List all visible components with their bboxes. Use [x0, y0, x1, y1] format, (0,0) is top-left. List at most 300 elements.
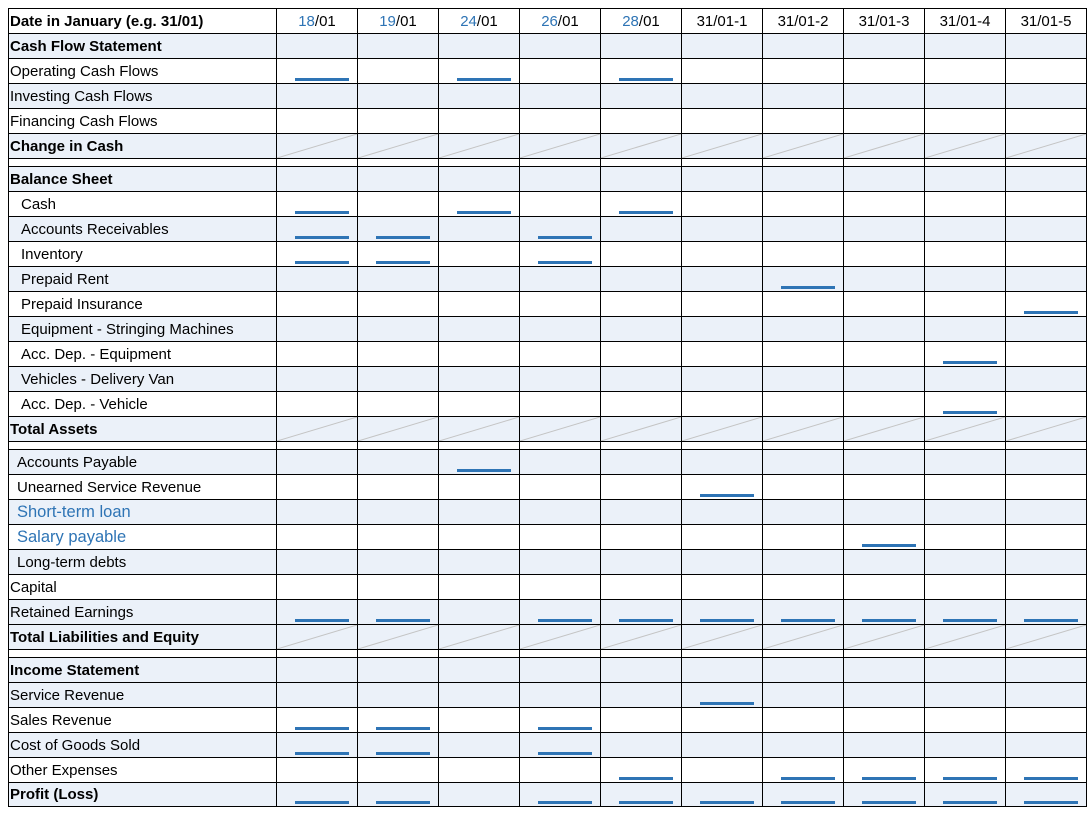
entry-cell[interactable]: [439, 600, 520, 625]
entry-cell[interactable]: [520, 342, 601, 367]
entry-cell[interactable]: [601, 475, 682, 500]
entry-cell[interactable]: [601, 500, 682, 525]
entry-cell[interactable]: [763, 475, 844, 500]
entry-cell[interactable]: [439, 242, 520, 267]
entry-cell[interactable]: [844, 525, 925, 550]
entry-cell[interactable]: [358, 683, 439, 708]
entry-cell[interactable]: [844, 650, 925, 658]
entry-cell[interactable]: [925, 242, 1006, 267]
entry-cell[interactable]: [277, 167, 358, 192]
entry-cell[interactable]: [682, 683, 763, 708]
entry-cell[interactable]: [925, 292, 1006, 317]
entry-cell[interactable]: [925, 442, 1006, 450]
entry-cell[interactable]: [763, 84, 844, 109]
entry-cell[interactable]: [844, 392, 925, 417]
entry-cell[interactable]: [1006, 34, 1087, 59]
entry-cell[interactable]: [844, 167, 925, 192]
entry-cell[interactable]: [682, 650, 763, 658]
entry-cell[interactable]: [439, 267, 520, 292]
entry-cell[interactable]: [601, 342, 682, 367]
entry-cell[interactable]: [925, 392, 1006, 417]
entry-cell[interactable]: [763, 575, 844, 600]
entry-cell[interactable]: [601, 758, 682, 783]
entry-cell[interactable]: [1006, 217, 1087, 242]
entry-cell[interactable]: [277, 417, 358, 442]
entry-cell[interactable]: [1006, 392, 1087, 417]
entry-cell[interactable]: [358, 242, 439, 267]
entry-cell[interactable]: [763, 417, 844, 442]
entry-cell[interactable]: [763, 59, 844, 84]
entry-cell[interactable]: [277, 658, 358, 683]
entry-cell[interactable]: [358, 525, 439, 550]
entry-cell[interactable]: [277, 683, 358, 708]
entry-cell[interactable]: [682, 733, 763, 758]
entry-cell[interactable]: [1006, 292, 1087, 317]
entry-cell[interactable]: [925, 525, 1006, 550]
entry-cell[interactable]: [601, 217, 682, 242]
entry-cell[interactable]: [520, 159, 601, 167]
entry-cell[interactable]: [925, 367, 1006, 392]
entry-cell[interactable]: [520, 267, 601, 292]
entry-cell[interactable]: [520, 758, 601, 783]
entry-cell[interactable]: [277, 475, 358, 500]
entry-cell[interactable]: [601, 683, 682, 708]
entry-cell[interactable]: [763, 758, 844, 783]
entry-cell[interactable]: [763, 650, 844, 658]
entry-cell[interactable]: [1006, 134, 1087, 159]
entry-cell[interactable]: [520, 34, 601, 59]
entry-cell[interactable]: [277, 450, 358, 475]
entry-cell[interactable]: [601, 650, 682, 658]
entry-cell[interactable]: [682, 134, 763, 159]
entry-cell[interactable]: [763, 733, 844, 758]
entry-cell[interactable]: [520, 392, 601, 417]
entry-cell[interactable]: [925, 758, 1006, 783]
entry-cell[interactable]: [520, 450, 601, 475]
entry-cell[interactable]: [844, 59, 925, 84]
entry-cell[interactable]: [925, 159, 1006, 167]
entry-cell[interactable]: [520, 217, 601, 242]
entry-cell[interactable]: [844, 683, 925, 708]
entry-cell[interactable]: [520, 109, 601, 134]
entry-cell[interactable]: [601, 575, 682, 600]
entry-cell[interactable]: [601, 442, 682, 450]
entry-cell[interactable]: [358, 450, 439, 475]
entry-cell[interactable]: [1006, 758, 1087, 783]
entry-cell[interactable]: [439, 442, 520, 450]
entry-cell[interactable]: [520, 134, 601, 159]
entry-cell[interactable]: [925, 342, 1006, 367]
entry-cell[interactable]: [520, 575, 601, 600]
entry-cell[interactable]: [439, 192, 520, 217]
entry-cell[interactable]: [601, 84, 682, 109]
entry-cell[interactable]: [277, 192, 358, 217]
entry-cell[interactable]: [682, 59, 763, 84]
entry-cell[interactable]: [925, 600, 1006, 625]
entry-cell[interactable]: [1006, 417, 1087, 442]
entry-cell[interactable]: [358, 625, 439, 650]
entry-cell[interactable]: [682, 84, 763, 109]
entry-cell[interactable]: [763, 167, 844, 192]
entry-cell[interactable]: [439, 450, 520, 475]
entry-cell[interactable]: [277, 59, 358, 84]
entry-cell[interactable]: [277, 600, 358, 625]
entry-cell[interactable]: [439, 342, 520, 367]
entry-cell[interactable]: [1006, 575, 1087, 600]
entry-cell[interactable]: [358, 267, 439, 292]
entry-cell[interactable]: [520, 442, 601, 450]
entry-cell[interactable]: [925, 84, 1006, 109]
entry-cell[interactable]: [1006, 84, 1087, 109]
entry-cell[interactable]: [277, 242, 358, 267]
entry-cell[interactable]: [601, 450, 682, 475]
entry-cell[interactable]: [601, 392, 682, 417]
entry-cell[interactable]: [925, 317, 1006, 342]
entry-cell[interactable]: [844, 217, 925, 242]
entry-cell[interactable]: [763, 159, 844, 167]
entry-cell[interactable]: [439, 683, 520, 708]
entry-cell[interactable]: [358, 783, 439, 807]
entry-cell[interactable]: [925, 475, 1006, 500]
entry-cell[interactable]: [520, 84, 601, 109]
entry-cell[interactable]: [601, 34, 682, 59]
entry-cell[interactable]: [1006, 450, 1087, 475]
entry-cell[interactable]: [358, 134, 439, 159]
entry-cell[interactable]: [925, 267, 1006, 292]
entry-cell[interactable]: [763, 342, 844, 367]
entry-cell[interactable]: [844, 417, 925, 442]
entry-cell[interactable]: [844, 34, 925, 59]
entry-cell[interactable]: [439, 367, 520, 392]
entry-cell[interactable]: [1006, 267, 1087, 292]
entry-cell[interactable]: [682, 442, 763, 450]
entry-cell[interactable]: [682, 417, 763, 442]
entry-cell[interactable]: [601, 525, 682, 550]
entry-cell[interactable]: [439, 625, 520, 650]
entry-cell[interactable]: [439, 159, 520, 167]
entry-cell[interactable]: [844, 84, 925, 109]
entry-cell[interactable]: [763, 34, 844, 59]
entry-cell[interactable]: [1006, 159, 1087, 167]
entry-cell[interactable]: [844, 267, 925, 292]
entry-cell[interactable]: [277, 783, 358, 807]
entry-cell[interactable]: [682, 758, 763, 783]
entry-cell[interactable]: [439, 475, 520, 500]
entry-cell[interactable]: [682, 109, 763, 134]
entry-cell[interactable]: [682, 242, 763, 267]
entry-cell[interactable]: [601, 159, 682, 167]
entry-cell[interactable]: [277, 625, 358, 650]
entry-cell[interactable]: [277, 342, 358, 367]
entry-cell[interactable]: [925, 625, 1006, 650]
entry-cell[interactable]: [520, 317, 601, 342]
entry-cell[interactable]: [601, 783, 682, 807]
entry-cell[interactable]: [925, 500, 1006, 525]
entry-cell[interactable]: [682, 500, 763, 525]
entry-cell[interactable]: [358, 733, 439, 758]
entry-cell[interactable]: [844, 550, 925, 575]
entry-cell[interactable]: [682, 550, 763, 575]
entry-cell[interactable]: [601, 417, 682, 442]
entry-cell[interactable]: [844, 783, 925, 807]
entry-cell[interactable]: [682, 217, 763, 242]
entry-cell[interactable]: [682, 317, 763, 342]
entry-cell[interactable]: [439, 109, 520, 134]
entry-cell[interactable]: [682, 367, 763, 392]
entry-cell[interactable]: [1006, 600, 1087, 625]
entry-cell[interactable]: [520, 417, 601, 442]
entry-cell[interactable]: [277, 733, 358, 758]
entry-cell[interactable]: [763, 450, 844, 475]
entry-cell[interactable]: [682, 292, 763, 317]
entry-cell[interactable]: [1006, 658, 1087, 683]
entry-cell[interactable]: [358, 317, 439, 342]
entry-cell[interactable]: [763, 192, 844, 217]
entry-cell[interactable]: [277, 267, 358, 292]
entry-cell[interactable]: [763, 658, 844, 683]
entry-cell[interactable]: [601, 242, 682, 267]
entry-cell[interactable]: [1006, 783, 1087, 807]
entry-cell[interactable]: [763, 367, 844, 392]
entry-cell[interactable]: [682, 267, 763, 292]
entry-cell[interactable]: [520, 192, 601, 217]
entry-cell[interactable]: [763, 783, 844, 807]
entry-cell[interactable]: [763, 217, 844, 242]
entry-cell[interactable]: [601, 550, 682, 575]
entry-cell[interactable]: [844, 450, 925, 475]
entry-cell[interactable]: [358, 708, 439, 733]
entry-cell[interactable]: [358, 167, 439, 192]
entry-cell[interactable]: [439, 708, 520, 733]
entry-cell[interactable]: [358, 575, 439, 600]
entry-cell[interactable]: [763, 600, 844, 625]
entry-cell[interactable]: [358, 392, 439, 417]
entry-cell[interactable]: [601, 658, 682, 683]
entry-cell[interactable]: [925, 134, 1006, 159]
entry-cell[interactable]: [925, 683, 1006, 708]
entry-cell[interactable]: [439, 34, 520, 59]
entry-cell[interactable]: [520, 525, 601, 550]
entry-cell[interactable]: [844, 109, 925, 134]
entry-cell[interactable]: [520, 658, 601, 683]
entry-cell[interactable]: [682, 525, 763, 550]
entry-cell[interactable]: [358, 59, 439, 84]
entry-cell[interactable]: [439, 134, 520, 159]
entry-cell[interactable]: [277, 758, 358, 783]
entry-cell[interactable]: [1006, 475, 1087, 500]
entry-cell[interactable]: [682, 392, 763, 417]
entry-cell[interactable]: [439, 550, 520, 575]
entry-cell[interactable]: [763, 134, 844, 159]
entry-cell[interactable]: [277, 109, 358, 134]
entry-cell[interactable]: [1006, 733, 1087, 758]
entry-cell[interactable]: [682, 658, 763, 683]
entry-cell[interactable]: [439, 392, 520, 417]
entry-cell[interactable]: [277, 292, 358, 317]
entry-cell[interactable]: [277, 84, 358, 109]
entry-cell[interactable]: [601, 267, 682, 292]
entry-cell[interactable]: [1006, 167, 1087, 192]
entry-cell[interactable]: [277, 500, 358, 525]
entry-cell[interactable]: [763, 109, 844, 134]
entry-cell[interactable]: [439, 525, 520, 550]
entry-cell[interactable]: [358, 217, 439, 242]
entry-cell[interactable]: [844, 342, 925, 367]
entry-cell[interactable]: [844, 625, 925, 650]
entry-cell[interactable]: [520, 167, 601, 192]
entry-cell[interactable]: [844, 242, 925, 267]
entry-cell[interactable]: [601, 134, 682, 159]
entry-cell[interactable]: [277, 159, 358, 167]
entry-cell[interactable]: [520, 242, 601, 267]
entry-cell[interactable]: [277, 317, 358, 342]
entry-cell[interactable]: [844, 475, 925, 500]
entry-cell[interactable]: [844, 500, 925, 525]
entry-cell[interactable]: [358, 442, 439, 450]
entry-cell[interactable]: [439, 84, 520, 109]
entry-cell[interactable]: [358, 34, 439, 59]
entry-cell[interactable]: [1006, 442, 1087, 450]
entry-cell[interactable]: [358, 500, 439, 525]
entry-cell[interactable]: [1006, 192, 1087, 217]
entry-cell[interactable]: [358, 84, 439, 109]
entry-cell[interactable]: [1006, 625, 1087, 650]
entry-cell[interactable]: [520, 367, 601, 392]
entry-cell[interactable]: [277, 525, 358, 550]
entry-cell[interactable]: [358, 650, 439, 658]
entry-cell[interactable]: [439, 317, 520, 342]
entry-cell[interactable]: [520, 475, 601, 500]
entry-cell[interactable]: [925, 34, 1006, 59]
entry-cell[interactable]: [763, 242, 844, 267]
entry-cell[interactable]: [520, 625, 601, 650]
entry-cell[interactable]: [763, 550, 844, 575]
entry-cell[interactable]: [439, 217, 520, 242]
entry-cell[interactable]: [1006, 550, 1087, 575]
entry-cell[interactable]: [925, 783, 1006, 807]
entry-cell[interactable]: [358, 192, 439, 217]
entry-cell[interactable]: [682, 625, 763, 650]
entry-cell[interactable]: [277, 550, 358, 575]
entry-cell[interactable]: [439, 758, 520, 783]
entry-cell[interactable]: [601, 367, 682, 392]
entry-cell[interactable]: [1006, 500, 1087, 525]
entry-cell[interactable]: [925, 733, 1006, 758]
entry-cell[interactable]: [520, 600, 601, 625]
entry-cell[interactable]: [763, 442, 844, 450]
entry-cell[interactable]: [763, 317, 844, 342]
entry-cell[interactable]: [844, 192, 925, 217]
entry-cell[interactable]: [439, 650, 520, 658]
entry-cell[interactable]: [520, 733, 601, 758]
entry-cell[interactable]: [844, 758, 925, 783]
entry-cell[interactable]: [682, 34, 763, 59]
entry-cell[interactable]: [520, 500, 601, 525]
entry-cell[interactable]: [844, 134, 925, 159]
entry-cell[interactable]: [682, 342, 763, 367]
entry-cell[interactable]: [439, 417, 520, 442]
entry-cell[interactable]: [763, 683, 844, 708]
entry-cell[interactable]: [844, 317, 925, 342]
entry-cell[interactable]: [682, 192, 763, 217]
entry-cell[interactable]: [925, 109, 1006, 134]
entry-cell[interactable]: [439, 658, 520, 683]
entry-cell[interactable]: [601, 292, 682, 317]
entry-cell[interactable]: [1006, 109, 1087, 134]
entry-cell[interactable]: [925, 417, 1006, 442]
entry-cell[interactable]: [439, 59, 520, 84]
entry-cell[interactable]: [925, 550, 1006, 575]
entry-cell[interactable]: [1006, 367, 1087, 392]
entry-cell[interactable]: [925, 59, 1006, 84]
entry-cell[interactable]: [925, 450, 1006, 475]
entry-cell[interactable]: [601, 109, 682, 134]
entry-cell[interactable]: [439, 575, 520, 600]
entry-cell[interactable]: [358, 550, 439, 575]
entry-cell[interactable]: [520, 292, 601, 317]
entry-cell[interactable]: [844, 733, 925, 758]
entry-cell[interactable]: [844, 442, 925, 450]
entry-cell[interactable]: [601, 59, 682, 84]
entry-cell[interactable]: [601, 708, 682, 733]
entry-cell[interactable]: [358, 475, 439, 500]
entry-cell[interactable]: [763, 392, 844, 417]
entry-cell[interactable]: [439, 167, 520, 192]
entry-cell[interactable]: [763, 267, 844, 292]
entry-cell[interactable]: [844, 600, 925, 625]
entry-cell[interactable]: [601, 625, 682, 650]
entry-cell[interactable]: [520, 650, 601, 658]
entry-cell[interactable]: [520, 59, 601, 84]
entry-cell[interactable]: [601, 317, 682, 342]
entry-cell[interactable]: [1006, 683, 1087, 708]
entry-cell[interactable]: [925, 192, 1006, 217]
entry-cell[interactable]: [520, 708, 601, 733]
entry-cell[interactable]: [1006, 242, 1087, 267]
entry-cell[interactable]: [358, 159, 439, 167]
entry-cell[interactable]: [358, 417, 439, 442]
entry-cell[interactable]: [682, 708, 763, 733]
entry-cell[interactable]: [1006, 59, 1087, 84]
entry-cell[interactable]: [601, 192, 682, 217]
entry-cell[interactable]: [358, 367, 439, 392]
entry-cell[interactable]: [1006, 708, 1087, 733]
entry-cell[interactable]: [277, 34, 358, 59]
entry-cell[interactable]: [925, 658, 1006, 683]
entry-cell[interactable]: [277, 650, 358, 658]
entry-cell[interactable]: [682, 475, 763, 500]
entry-cell[interactable]: [682, 783, 763, 807]
entry-cell[interactable]: [439, 733, 520, 758]
entry-cell[interactable]: [763, 292, 844, 317]
entry-cell[interactable]: [277, 217, 358, 242]
entry-cell[interactable]: [520, 683, 601, 708]
entry-cell[interactable]: [358, 109, 439, 134]
entry-cell[interactable]: [844, 367, 925, 392]
entry-cell[interactable]: [844, 575, 925, 600]
entry-cell[interactable]: [763, 525, 844, 550]
entry-cell[interactable]: [358, 758, 439, 783]
entry-cell[interactable]: [277, 367, 358, 392]
entry-cell[interactable]: [1006, 650, 1087, 658]
entry-cell[interactable]: [682, 167, 763, 192]
entry-cell[interactable]: [1006, 317, 1087, 342]
entry-cell[interactable]: [439, 292, 520, 317]
entry-cell[interactable]: [520, 783, 601, 807]
entry-cell[interactable]: [520, 550, 601, 575]
entry-cell[interactable]: [763, 500, 844, 525]
entry-cell[interactable]: [925, 575, 1006, 600]
